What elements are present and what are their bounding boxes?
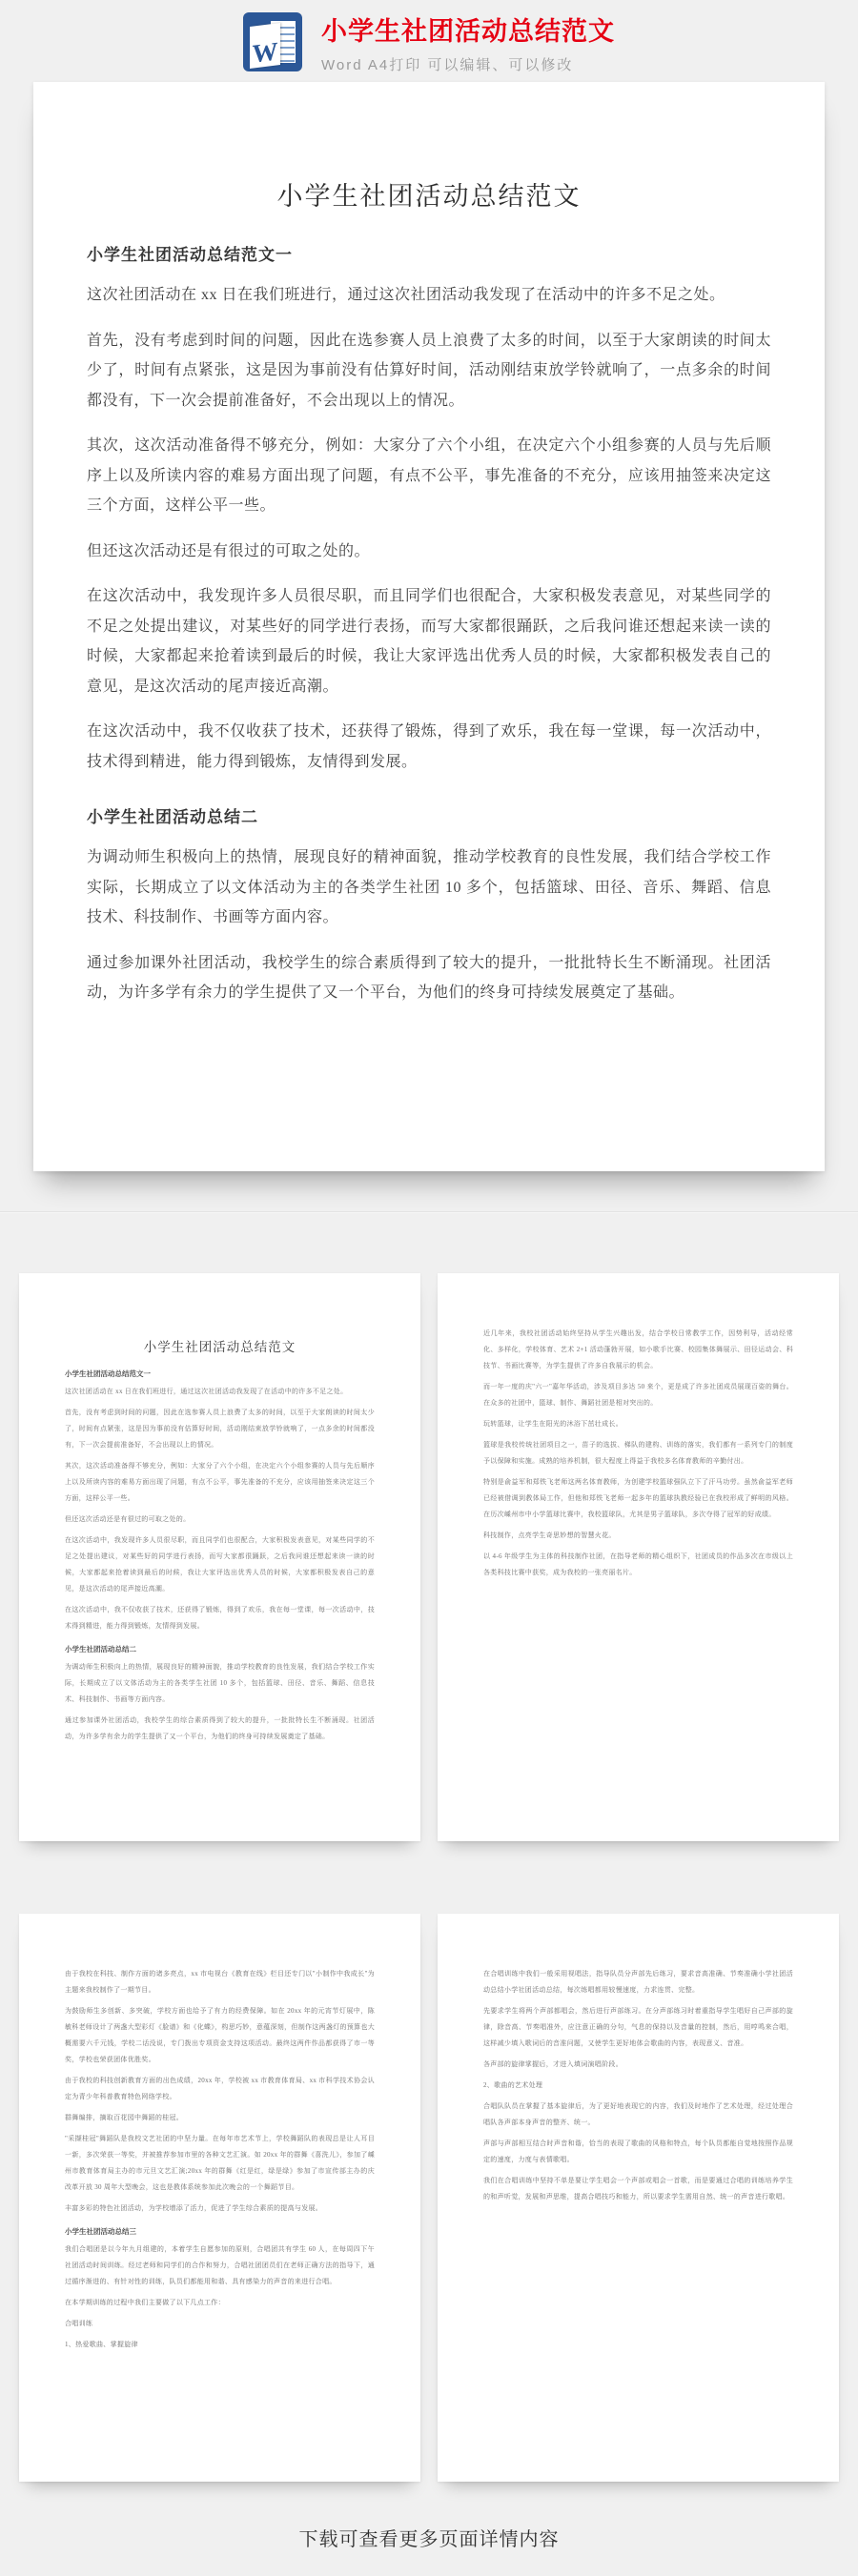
doc-paragraph: 但还这次活动还是有很过的可取之处的。	[87, 542, 371, 559]
main-page-preview	[33, 82, 825, 1171]
doc-paragraph: 在这次活动中，我不仅收获了技术，还获得了锻炼，得到了欢乐，我在每一堂课，每一次活动中，技术得到精进，能力得到锻炼，友情得到发展。	[87, 723, 771, 770]
word-icon-letter: W	[252, 36, 278, 69]
doc-heading: 小学生社团活动总结范文一	[87, 246, 293, 264]
doc-paragraph: 篮球是我校传统社团项目之一，苗子的选拔、梯队的建构、训练的落实，我们都有一系列专门的制度予以保障和实施。成熟的培养机制，很大程度上得益于我校多名体育教师的辛勤付出。	[483, 1441, 793, 1465]
doc-paragraph: 2、歌曲的艺术处理	[483, 2081, 543, 2089]
doc-paragraph: 这次社团活动在 xx 日在我们班进行，通过这次社团活动我发现了在活动中的许多不足之处。	[65, 1388, 348, 1395]
doc-paragraph: "采撷桂冠"舞蹈队是我校文艺社团的中坚力量。在每年市艺术节上，学校舞蹈队的表现总是让人耳目一新，多次荣获一等奖，并被推荐参加市里的各种文艺汇演。如 20xx 年的群舞《喜洗儿》，参加了嵊州市教育体育局主办的市元旦文艺汇演;20xx 年的群舞《红是红，绿是绿》参加了市宣传部主办的庆改革开放 30 周年大型晚会，这也是教体系统参加此次晚会的一个舞蹈节目。	[65, 2135, 375, 2191]
document-subtitle: Word A4打印 可以编辑、可以修改	[321, 56, 574, 73]
doc-paragraph: 我们在合唱训练中坚持不单是要让学生唱会一个声部或唱会一首歌，而是要通过合唱的训练培养学生的和声听觉，发展和声思维，提高合唱技巧和能力，所以要求学生需用自然、统一的声音进行歌唱。	[483, 2177, 793, 2201]
document-title: 小学生社团活动总结范文	[321, 16, 615, 46]
section-divider	[0, 1211, 858, 1212]
thumbnail-page-1[interactable]	[19, 1273, 420, 1841]
doc-title: 小学生社团活动总结范文	[143, 1340, 296, 1354]
doc-heading: 小学生社团活动总结三	[65, 2227, 136, 2236]
doc-paragraph: 科技制作，点亮学生奇思妙想的智慧火花。	[483, 1531, 616, 1539]
doc-paragraph: 玩转篮球，让学生在阳光的沐浴下茁壮成长。	[483, 1420, 623, 1428]
doc-paragraph: 丰富多彩的特色社团活动，为学校增添了活力，促进了学生综合素质的提高与发展。	[65, 2204, 323, 2212]
doc-paragraph: 为鼓励师生多创新、多突破，学校方面也给予了有力的经费保障。如在 20xx 年的元宵节灯展中，陈敏科老师设计了两盏大型彩灯《脸谱》和《化蝶》，构思巧妙，意蕴深刻，但制作这两盏灯的预算也大概需要六千元钱，学校二话没说，专门拨出专项资金支持这项活动。最终这两件作品都获得了市一等奖，学校也荣获团体优胜奖。	[65, 2007, 375, 2063]
doc-paragraph: 声部与声部相互结合时声音和谐，恰当的表现了歌曲的风格和特点，每个队员都能自觉地按照作品规定的速度，力度与表情歌唱。	[483, 2140, 793, 2163]
thumbnail-page-2[interactable]	[438, 1273, 839, 1841]
doc-paragraph: 首先，没有考虑到时间的问题，因此在选参赛人员上浪费了太多的时间，以至于大家朗读的时间太少了，时间有点紧张，这是因为事前没有估算好时间，活动刚结束放学铃就响了，一点多余的时间都没有，下一次会提前准备好，不会出现以上的情况。	[87, 332, 771, 409]
doc-paragraph: 以 4-6 年级学生为主体的科技制作社团，在指导老师的精心组织下，社团成员的作品多次在市级以上各类科技比赛中获奖，成为我校的一张亮丽名片。	[483, 1552, 793, 1576]
doc-heading: 小学生社团活动总结二	[87, 808, 258, 826]
doc-paragraph: 在这次活动中，我发现许多人员很尽职，而且同学们也很配合，大家积极发表意见，对某些同学的不足之处提出建议，对某些好的同学进行表扬，而写大家都很踊跃，之后我问谁还想起来读一读的时候，大家都起来抢着读到最后的时候，我让大家评选出优秀人员的时候，大家都积极发表自己的意见，是这次活动的尾声接近高潮。	[65, 1536, 375, 1592]
page-header	[0, 0, 858, 82]
doc-title: 小学生社团活动总结范文	[276, 182, 582, 211]
doc-paragraph: 近几年来，我校社团活动始终坚持从学生兴趣出发，结合学校日常教学工作，因势利导，活动经常化、多样化，学校体育、艺术 2+1 活动蓬勃开展，如小歌手比赛、校园集体舞展示、田径运动会、科技节、书画比赛等，为学生提供了许多自我展示的机会。	[483, 1329, 793, 1369]
doc-paragraph: 但还这次活动还是有很过的可取之处的。	[65, 1515, 191, 1523]
thumbnail-page-3[interactable]	[19, 1914, 420, 2482]
word-file-icon	[243, 12, 302, 71]
doc-paragraph: 为调动师生积极向上的热情，展现良好的精神面貌，推动学校教育的良性发展，我们结合学校工作实际，长期成立了以文体活动为主的各类学生社团 10 多个，包括篮球、田径、音乐、舞蹈、信息技术、科技制作、书画等方面内容。	[87, 849, 771, 925]
word-icon-sheet	[250, 23, 280, 69]
doc-heading: 小学生社团活动总结二	[65, 1645, 136, 1653]
doc-paragraph: 由于我校在科技、制作方面的诸多亮点，xx 市电视台《教育在线》栏目还专门以"小制作中我成长"为主题来我校制作了一期节目。	[65, 1970, 375, 1994]
thumbnail-page-4[interactable]	[438, 1914, 839, 2482]
doc-paragraph: 各声部的旋律掌握后，才进入填词演唱阶段。	[483, 2060, 623, 2068]
doc-paragraph: 为调动师生积极向上的热情，展现良好的精神面貌，推动学校教育的良性发展，我们结合学校工作实际，长期成立了以文体活动为主的各类学生社团 10 多个，包括篮球、田径、音乐、舞蹈、信息技术、科技制作、书画等方面内容。	[65, 1663, 375, 1703]
doc-paragraph: 特别是俞益军和郑铁飞老师这两名体育教师，为创建学校篮球强队立下了汗马功劳。虽然俞益军老师已经被借调到教体局工作，但他和郑铁飞老师一起多年的篮球执教经验已在我校形成了鲜明的风格。在历次嵊州市中小学篮球比赛中，我校篮球队，尤其是男子篮球队，多次夺得了冠军的好成绩。	[483, 1478, 793, 1518]
doc-paragraph: 由于我校的科技创新教育方面的出色成绩，20xx 年，学校被 xx 市教育体育局、xx 市科学技术协会认定为青少年科普教育特色网络学校。	[65, 2077, 375, 2100]
doc-paragraph: 这次社团活动在 xx 日在我们班进行，通过这次社团活动我发现了在活动中的许多不足之处。	[87, 287, 725, 303]
doc-paragraph: 群舞编排，摘取百花园中舞蹈的桂冠。	[65, 2114, 184, 2121]
doc-paragraph: 在这次活动中，我不仅收获了技术，还获得了锻炼，得到了欢乐，我在每一堂课，每一次活动中，技术得到精进，能力得到锻炼，友情得到发展。	[65, 1606, 375, 1630]
footer-note: 下载可查看更多页面详情内容	[298, 2529, 560, 2550]
doc-paragraph: 其次，这次活动准备得不够充分，例如：大家分了六个小组，在决定六个小组参赛的人员与先后顺序上以及所读内容的难易方面出现了问题，有点不公平，事先准备的不充分，应该用抽签来决定这三个方面，这样公平一些。	[87, 437, 771, 514]
doc-paragraph: 1、热爱歌曲、掌握旋律	[65, 2341, 138, 2348]
doc-paragraph: 通过参加课外社团活动，我校学生的综合素质得到了较大的提升，一批批特长生不断涌现。社团活动，为许多学有余力的学生提供了又一个平台，为他们的终身可持续发展奠定了基础。	[65, 1716, 375, 1740]
doc-paragraph: 合唱训练	[65, 2320, 93, 2327]
doc-paragraph: 合唱队队员在掌握了基本旋律后，为了更好地表现它的内容，我们及时地作了艺术处理，经过处理合唱队各声部本身声音的整齐、统一。	[483, 2102, 793, 2126]
doc-paragraph: 在本学期训练的过程中我们主要做了以下几点工作：	[65, 2299, 225, 2306]
doc-paragraph: 我们合唱团是以今年九月组建的，本着学生自愿参加的原则，合唱团共有学生 60 人，在每周四下午社团活动时间训练。经过老师和同学们的合作和努力，合唱社团团员们在老师正确方法的指导下，通过循序渐进的、有针对性的训练，队员们都能用和谐、具有感染力的声音的来进行合唱。	[65, 2245, 375, 2285]
thumbnail-grid	[19, 1273, 839, 2482]
doc-paragraph: 先要求学生将两个声部都唱会，然后进行声部练习。在分声部练习时着重指导学生唱好自己声部的旋律，除音高、节奏唱准外，应注意正确的分句，气息的保持以及音量的控制，然后，用哼鸣来合唱，这样减少填入歌词后的音准问题，又使学生更好地体会歌曲的内容，表现意义、音准。	[483, 2007, 793, 2047]
doc-paragraph: 首先，没有考虑到时间的问题，因此在选参赛人员上浪费了太多的时间，以至于大家朗读的时间太少了，时间有点紧张，这是因为事前没有估算好时间，活动刚结束放学铃就响了，一点多余的时间都没有，下一次会提前准备好，不会出现以上的情况。	[65, 1409, 375, 1449]
doc-paragraph: 在这次活动中，我发现许多人员很尽职，而且同学们也很配合，大家积极发表意见，对某些同学的不足之处提出建议，对某些好的同学进行表扬，而写大家都很踊跃，之后我问谁还想起来读一读的时候，大家都起来抢着读到最后的时候，我让大家评选出优秀人员的时候，大家都积极发表自己的意见，是这次活动的尾声接近高潮。	[87, 588, 771, 695]
doc-paragraph: 在合唱训练中我们一般采用视唱法，指导队员分声部先后练习，要求音高准确、节奏准确小学社团活动总结小学社团活动总结，每次练唱都用较慢速度，力求连贯、完整。	[483, 1970, 793, 1994]
doc-heading: 小学生社团活动总结范文一	[65, 1369, 151, 1378]
doc-paragraph: 而一年一度的庆"六一"嘉年华活动，涉及项目多达 50 来个，更是成了许多社团成员展现百姿的舞台。在众多的社团中，篮球、制作、舞蹈社团是相对突出的。	[483, 1383, 793, 1407]
page-footer	[0, 2524, 858, 2576]
doc-paragraph: 通过参加课外社团活动，我校学生的综合素质得到了较大的提升，一批批特长生不断涌现。社团活动，为许多学有余力的学生提供了又一个平台，为他们的终身可持续发展奠定了基础。	[87, 954, 771, 1001]
doc-paragraph: 其次，这次活动准备得不够充分，例如：大家分了六个小组，在决定六个小组参赛的人员与先后顺序上以及所读内容的难易方面出现了问题，有点不公平，事先准备的不充分，应该用抽签来决定这三个方面，这样公平一些。	[65, 1462, 375, 1502]
